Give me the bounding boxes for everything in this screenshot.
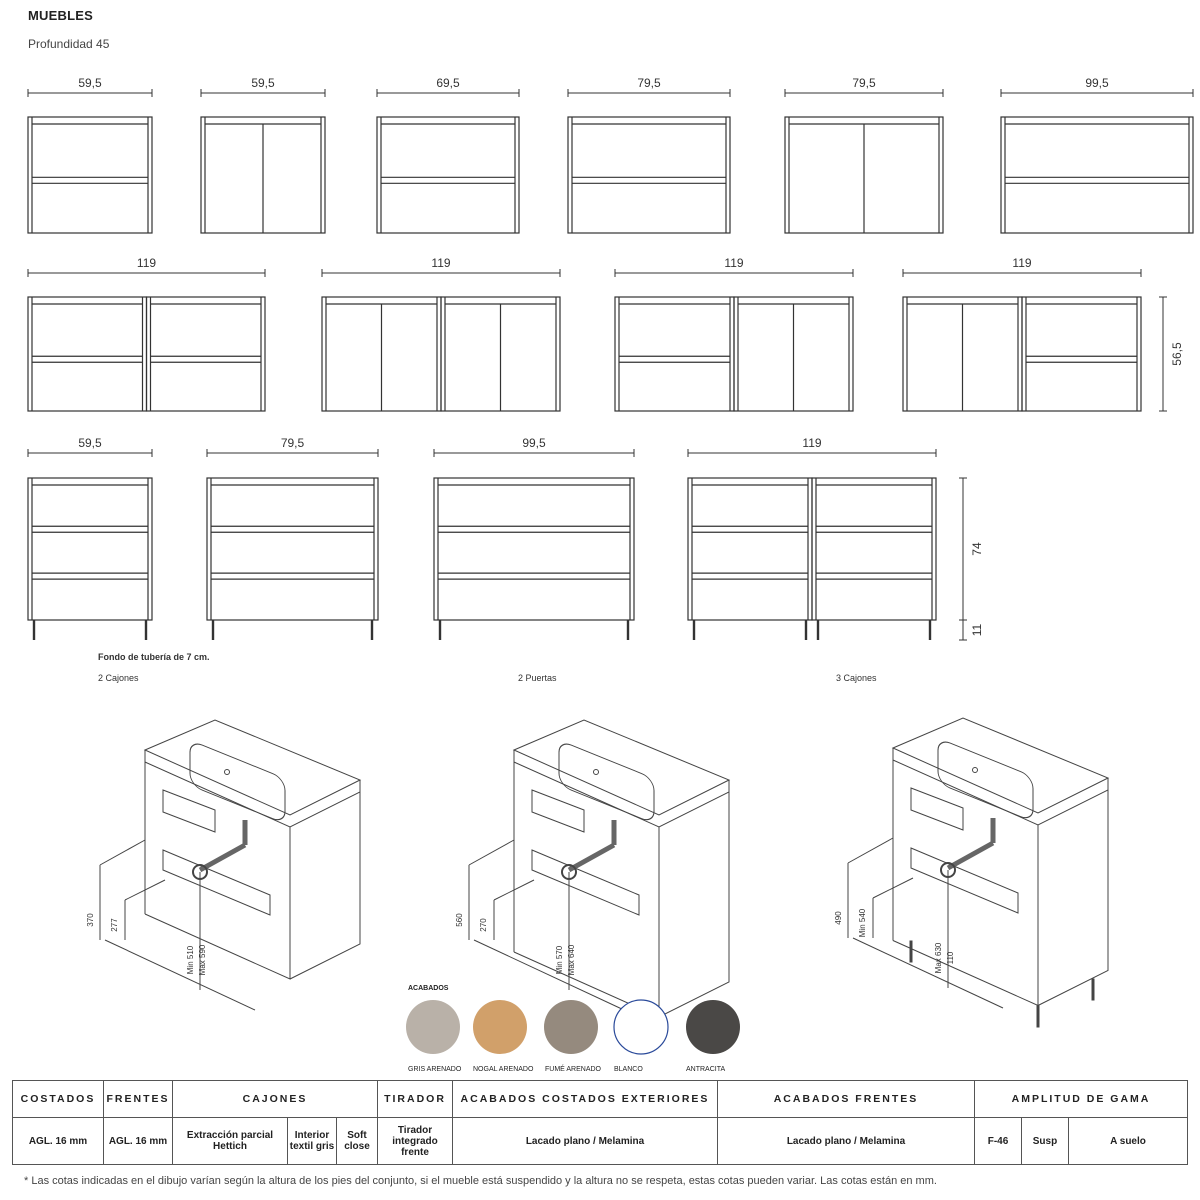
row3-cabinet-1-0-frame bbox=[207, 478, 378, 620]
row3-cabinet-0-0-frame bbox=[28, 478, 152, 620]
row2-width-1-label: 119 bbox=[431, 256, 451, 270]
row2-cabinet-0-a bbox=[28, 297, 147, 411]
install-1-floor-line bbox=[474, 940, 624, 1010]
install-1-dim-2: Min 570 bbox=[555, 945, 564, 975]
install-0-dim-2: Min 510 bbox=[186, 945, 195, 975]
value-gama-suelo: A suelo bbox=[1069, 1118, 1188, 1165]
install-2-dim-3: 110 bbox=[946, 951, 955, 965]
finish-label-fume: FUMÉ ARENADO bbox=[545, 1066, 602, 1073]
install-0-guide-1 bbox=[100, 840, 145, 865]
row3-cabinet-3-1-frame bbox=[812, 478, 936, 620]
row1-cabinet-5 bbox=[1001, 117, 1193, 233]
row3-width-1-label: 79,5 bbox=[280, 436, 305, 450]
row1-width-4-label: 79,5 bbox=[852, 76, 876, 90]
row1-cabinet-4 bbox=[785, 117, 943, 233]
row2-cabinet-3-a bbox=[903, 297, 1022, 411]
install-0-dim-3: Max 590 bbox=[198, 944, 207, 976]
pipe-note: Fondo de tubería de 7 cm. bbox=[98, 652, 210, 662]
spec-value-row bbox=[13, 1118, 1188, 1165]
spec-header-row bbox=[13, 1081, 1188, 1118]
install-2-dim-2: Max 630 bbox=[934, 942, 943, 974]
install-1-guide-1 bbox=[469, 840, 514, 865]
swatch-4 bbox=[686, 1000, 740, 1054]
swatch-3 bbox=[614, 1000, 668, 1054]
row2-cabinet-0-b bbox=[147, 297, 266, 411]
row1-cabinet-2 bbox=[377, 117, 519, 233]
header-frentes: FRENTES bbox=[104, 1081, 173, 1118]
row3-cabinet-2-0 bbox=[434, 478, 634, 620]
row1-cabinet-1 bbox=[201, 117, 325, 233]
install-2-drawer-top bbox=[911, 788, 963, 830]
row1-cabinet-2-frame bbox=[377, 117, 519, 233]
install-2-drain bbox=[973, 768, 978, 773]
install-2-floor-line bbox=[853, 938, 1003, 1008]
finish-label-blanco: BLANCO bbox=[614, 1066, 643, 1073]
row2-width-2-label: 119 bbox=[724, 256, 744, 270]
row3-width-3-label: 119 bbox=[802, 436, 822, 450]
install-2-side-right bbox=[1038, 790, 1108, 1006]
install-0 bbox=[100, 720, 360, 1010]
row2-cabinet-0-a-frame bbox=[28, 297, 147, 411]
header-acabados-costados: ACABADOS COSTADOS EXTERIORES bbox=[453, 1081, 718, 1118]
row1-cabinet-0-frame bbox=[28, 117, 152, 233]
install-0-front-bottom bbox=[145, 827, 290, 979]
install-0-floor-line bbox=[105, 940, 255, 1010]
finish-label-gris: GRIS ARENADO bbox=[408, 1066, 462, 1073]
value-gama-f46: F-46 bbox=[975, 1118, 1022, 1165]
caption-3-cajones: 3 Cajones bbox=[836, 673, 877, 683]
value-costados: AGL. 16 mm bbox=[13, 1118, 104, 1165]
swatch-0 bbox=[406, 1000, 460, 1054]
row1-cabinet-3 bbox=[568, 117, 730, 233]
install-2-countertop bbox=[893, 718, 1108, 813]
spec-table bbox=[12, 1080, 1188, 1165]
row2-cabinet-1-a bbox=[322, 297, 441, 411]
install-2-counter-edge bbox=[893, 748, 1108, 825]
row1-width-2-label: 69,5 bbox=[436, 76, 460, 90]
caption-2-cajones: 2 Cajones bbox=[98, 673, 139, 683]
install-1-dim-0: 560 bbox=[455, 913, 464, 927]
install-1-countertop bbox=[514, 720, 729, 815]
install-0-countertop bbox=[145, 720, 360, 815]
row3-cabinet-3-1 bbox=[812, 478, 936, 620]
row1-cabinet-0 bbox=[28, 117, 152, 233]
swatch-2 bbox=[544, 1000, 598, 1054]
row3-leg-label: 11 bbox=[970, 623, 984, 637]
install-0-side-right bbox=[290, 792, 360, 979]
value-tirador: Tirador integrado frente bbox=[378, 1118, 453, 1165]
install-0-dim-0: 370 bbox=[86, 913, 95, 927]
install-2-front-bottom bbox=[893, 825, 1038, 1006]
install-0-basin bbox=[190, 740, 285, 823]
row1-width-3-label: 79,5 bbox=[637, 76, 661, 90]
row1-cabinet-5-frame bbox=[1001, 117, 1193, 233]
value-cajones-interior: Interior textil gris bbox=[288, 1118, 337, 1165]
install-1-drain bbox=[594, 770, 599, 775]
isometric-installations bbox=[100, 718, 1108, 1028]
value-gama-susp: Susp bbox=[1022, 1118, 1069, 1165]
page-title: MUEBLES bbox=[28, 8, 93, 23]
row2-cabinet-3-b-frame bbox=[1022, 297, 1141, 411]
header-costados: COSTADOS bbox=[13, 1081, 104, 1118]
install-1-counter-edge bbox=[514, 750, 729, 827]
header-amplitud: AMPLITUD DE GAMA bbox=[975, 1081, 1188, 1118]
install-2-dim-0: 490 bbox=[834, 911, 843, 925]
row3-cabinet-2-0-frame bbox=[434, 478, 634, 620]
row1-width-1-label: 59,5 bbox=[251, 76, 275, 90]
value-cajones-soft: Soft close bbox=[337, 1118, 378, 1165]
install-1-dim-1: 270 bbox=[479, 918, 488, 932]
row2-width-3-label: 119 bbox=[1012, 256, 1032, 270]
install-0-counter-edge bbox=[145, 750, 360, 827]
row2-height-label: 56,5 bbox=[1170, 342, 1184, 366]
value-acabados-frentes: Lacado plano / Melamina bbox=[718, 1118, 975, 1165]
row2-cabinet-3-b bbox=[1022, 297, 1141, 411]
header-cajones: CAJONES bbox=[173, 1081, 378, 1118]
page-subtitle: Profundidad 45 bbox=[28, 37, 110, 51]
row2-cabinet-0-b-frame bbox=[147, 297, 266, 411]
install-2-basin bbox=[938, 738, 1033, 821]
row3-height-label: 74 bbox=[970, 542, 984, 556]
install-1-dim-3: Max 640 bbox=[567, 944, 576, 976]
install-1-side-right bbox=[659, 792, 729, 1017]
row1-cabinet-3-frame bbox=[568, 117, 730, 233]
install-2-pipe bbox=[948, 843, 993, 868]
row3-width-2-label: 99,5 bbox=[522, 436, 546, 450]
row3-cabinet-1-0 bbox=[207, 478, 378, 620]
row2-cabinet-2-a bbox=[615, 297, 734, 411]
finishes-title: ACABADOS bbox=[408, 985, 449, 992]
footnote: * Las cotas indicadas en el dibujo varían según la altura de los pies del conjunto, si el mueble está suspendido y la altura no se respeta, estas cotas pueden variar. Las cotas están en mm. bbox=[24, 1175, 937, 1187]
installation-dimension-labels bbox=[86, 908, 955, 975]
install-1-pipe bbox=[569, 845, 614, 870]
row1-width-5-label: 99,5 bbox=[1085, 76, 1109, 90]
cabinet-elevations bbox=[28, 117, 1193, 640]
value-frentes: AGL. 16 mm bbox=[104, 1118, 173, 1165]
value-cajones-extraccion: Extracción parcial Hettich bbox=[173, 1118, 288, 1165]
install-1 bbox=[469, 720, 729, 1017]
row2-cabinet-1-b bbox=[441, 297, 560, 411]
install-0-pipe bbox=[200, 845, 245, 870]
value-costados-ext: Lacado plano / Melamina bbox=[453, 1118, 718, 1165]
header-tirador: TIRADOR bbox=[378, 1081, 453, 1118]
finish-swatches bbox=[406, 1000, 740, 1054]
install-1-drawer-top bbox=[532, 790, 584, 832]
finish-label-nogal: NOGAL ARENADO bbox=[473, 1066, 534, 1073]
row3-cabinet-0-0 bbox=[28, 478, 152, 620]
row2-cabinet-2-a-frame bbox=[615, 297, 734, 411]
caption-2-puertas: 2 Puertas bbox=[518, 673, 557, 683]
finish-label-antracita: ANTRACITA bbox=[686, 1066, 726, 1073]
header-acabados-frentes: ACABADOS FRENTES bbox=[718, 1081, 975, 1118]
row3-cabinet-3-0-frame bbox=[688, 478, 812, 620]
swatch-1 bbox=[473, 1000, 527, 1054]
row1-width-0-label: 59,5 bbox=[78, 76, 102, 90]
install-2-guide-1 bbox=[848, 838, 893, 863]
row2-width-0-label: 119 bbox=[136, 256, 157, 270]
install-0-dim-1: 277 bbox=[110, 918, 119, 932]
row2-cabinet-2-b bbox=[734, 297, 853, 411]
install-1-front-bottom bbox=[514, 827, 659, 1017]
install-0-drawer-top bbox=[163, 790, 215, 832]
install-0-drain bbox=[225, 770, 230, 775]
row3-cabinet-3-0 bbox=[688, 478, 812, 620]
install-2-dim-1: Min 540 bbox=[858, 908, 867, 938]
row3-width-0-label: 59,5 bbox=[78, 436, 102, 450]
install-1-basin bbox=[559, 740, 654, 823]
install-2 bbox=[848, 718, 1108, 1028]
